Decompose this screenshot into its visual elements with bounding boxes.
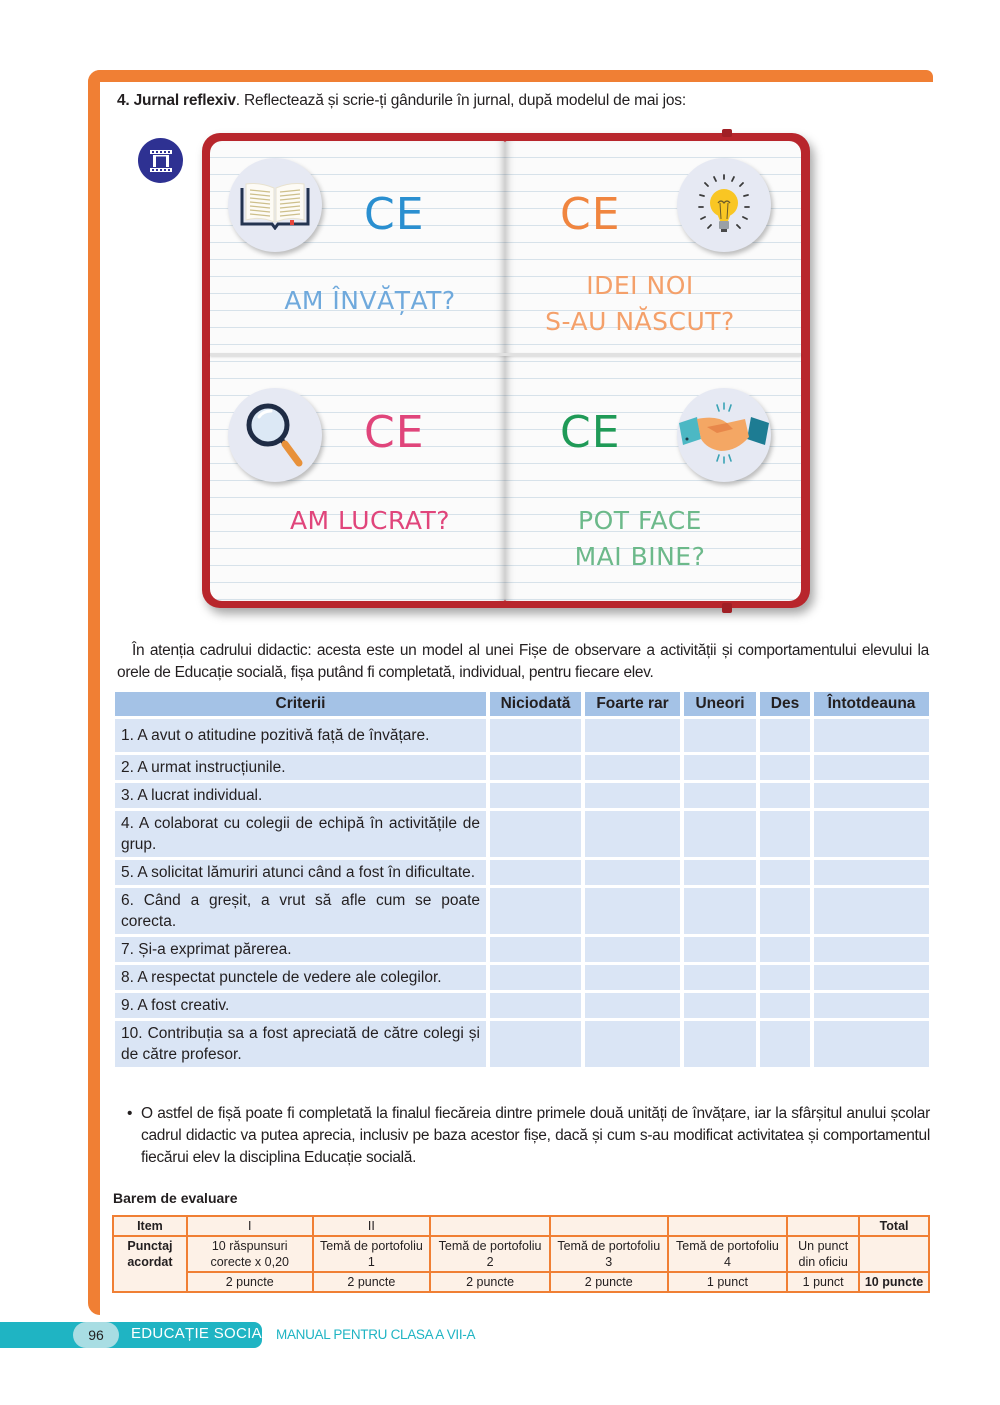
header-des: Des xyxy=(760,692,810,716)
table-row xyxy=(115,719,929,752)
cell-line2: 1 xyxy=(367,1255,375,1269)
question-idei-noi-line2: S-AU NĂSCUT? xyxy=(545,307,735,336)
barem-points-row xyxy=(113,1272,929,1292)
rating-cell-uneori[interactable] xyxy=(684,965,756,990)
barem-item-row xyxy=(113,1216,929,1236)
observation-table xyxy=(111,689,933,1070)
cell-line1: 10 răspunsuri xyxy=(211,1239,288,1253)
table-row xyxy=(115,937,929,962)
rating-cell-des[interactable] xyxy=(760,719,810,752)
criterion-cell: 6. Când a greșit, a vrut să afle cum se poate corecta. xyxy=(115,888,486,934)
rating-cell-uneori[interactable] xyxy=(684,993,756,1018)
rating-cell-foarte-rar[interactable] xyxy=(585,1021,680,1067)
cell-line1: Temă de portofoliu xyxy=(676,1239,779,1253)
rating-cell-uneori[interactable] xyxy=(684,811,756,857)
rating-cell-foarte-rar[interactable] xyxy=(585,993,680,1018)
barem-points-cell: 2 puncte xyxy=(430,1272,550,1292)
table-row xyxy=(115,755,929,780)
rating-cell-niciodata[interactable] xyxy=(490,1021,581,1067)
light-bulb-icon xyxy=(677,158,771,252)
exercise-title xyxy=(117,92,686,110)
table-row xyxy=(115,783,929,808)
rating-cell-des[interactable] xyxy=(760,783,810,808)
notebook-divider xyxy=(210,353,801,356)
barem-punctaj-cell xyxy=(787,1236,859,1272)
criterion-cell: 1. A avut o atitudine pozitivă față de învățare. xyxy=(115,719,486,752)
rating-cell-intotdeauna[interactable] xyxy=(814,993,929,1018)
barem-item-label: Item xyxy=(113,1216,187,1236)
barem-title: Barem de evaluare xyxy=(113,1190,238,1206)
rating-cell-des[interactable] xyxy=(760,993,810,1018)
handshake-icon xyxy=(677,388,771,482)
barem-points-cell: 2 puncte xyxy=(313,1272,431,1292)
barem-points-cell: 2 puncte xyxy=(550,1272,668,1292)
rating-cell-foarte-rar[interactable] xyxy=(585,937,680,962)
rating-cell-niciodata[interactable] xyxy=(490,937,581,962)
barem-punctaj-label xyxy=(113,1236,187,1292)
question-pot-face-line1: POT FACE xyxy=(578,506,702,535)
barem-punctaj-cell xyxy=(313,1236,431,1272)
rating-cell-foarte-rar[interactable] xyxy=(585,860,680,885)
rating-cell-uneori[interactable] xyxy=(684,783,756,808)
barem-punctaj-cell xyxy=(430,1236,550,1272)
page-number: 96 xyxy=(73,1322,119,1348)
table-row xyxy=(115,993,929,1018)
criterion-cell: 8. A respectat punctele de vedere ale colegilor. xyxy=(115,965,486,990)
rating-cell-niciodata[interactable] xyxy=(490,783,581,808)
table-row xyxy=(115,888,929,934)
barem-points-cell: 1 punct xyxy=(668,1272,788,1292)
cell-line1: Temă de portofoliu xyxy=(319,1239,423,1253)
footer-subject: EDUCAȚIE SOCIALĂ xyxy=(131,1325,281,1342)
rating-cell-foarte-rar[interactable] xyxy=(585,811,680,857)
cell-line1: Temă de portofoliu xyxy=(438,1239,542,1253)
rating-cell-des[interactable] xyxy=(760,937,810,962)
magnifying-glass-icon xyxy=(228,388,322,482)
barem-punctaj-row xyxy=(113,1236,929,1272)
film-strip-icon xyxy=(138,138,183,183)
rating-cell-intotdeauna[interactable] xyxy=(814,783,929,808)
rating-cell-foarte-rar[interactable] xyxy=(585,888,680,934)
rating-cell-intotdeauna[interactable] xyxy=(814,888,929,934)
rating-cell-uneori[interactable] xyxy=(684,888,756,934)
criterion-cell: 5. A solicitat lămuriri atunci când a fost în dificultate. xyxy=(115,860,486,885)
header-niciodata: Niciodată xyxy=(490,692,581,716)
rating-cell-foarte-rar[interactable] xyxy=(585,965,680,990)
header-criterii: Criterii xyxy=(115,692,486,716)
ce-label-1: CE xyxy=(364,189,425,240)
barem-points-cell: 2 puncte xyxy=(187,1272,313,1292)
bookmark-ribbon-bottom xyxy=(722,603,732,613)
rating-cell-foarte-rar[interactable] xyxy=(585,719,680,752)
rating-cell-intotdeauna[interactable] xyxy=(814,811,929,857)
ce-label-3: CE xyxy=(364,407,425,458)
question-pot-face xyxy=(520,503,760,575)
rating-cell-niciodata[interactable] xyxy=(490,993,581,1018)
rating-cell-niciodata[interactable] xyxy=(490,860,581,885)
barem-total-label: Total xyxy=(859,1216,929,1236)
barem-table xyxy=(112,1215,930,1293)
cell-line2: 3 xyxy=(605,1255,613,1269)
ce-label-2: CE xyxy=(560,189,621,240)
cell-line2: 2 xyxy=(486,1255,494,1269)
criterion-cell: 3. A lucrat individual. xyxy=(115,783,486,808)
rating-cell-foarte-rar[interactable] xyxy=(585,783,680,808)
rating-cell-intotdeauna[interactable] xyxy=(814,860,929,885)
rating-cell-niciodata[interactable] xyxy=(490,755,581,780)
rating-cell-niciodata[interactable] xyxy=(490,719,581,752)
bullet-note: • O astfel de fișă poate fi completată la finalul fiecăreia dintre primele două unități de învățare, iar la sfârșitul anului școlar cadrul didactic va putea aprecia, inclusiv pe baza acestor fișe, dacă și cum s-au modificat activitatea și comportamentul fiecărui elev la disciplina Educație socială. xyxy=(125,1103,930,1169)
rating-cell-des[interactable] xyxy=(760,811,810,857)
ce-label-4: CE xyxy=(560,407,621,458)
question-idei-noi-line1: IDEI NOI xyxy=(586,271,694,300)
table-row xyxy=(115,1021,929,1067)
barem-item-cell: I xyxy=(187,1216,313,1236)
cell-line2: din oficiu xyxy=(798,1255,848,1269)
rating-cell-intotdeauna[interactable] xyxy=(814,719,929,752)
bookmark-ribbon-top xyxy=(722,129,732,137)
rating-cell-uneori[interactable] xyxy=(684,1021,756,1067)
rating-cell-uneori[interactable] xyxy=(684,755,756,780)
rating-cell-des[interactable] xyxy=(760,888,810,934)
barem-punctaj-cell xyxy=(187,1236,313,1272)
header-uneori: Uneori xyxy=(684,692,756,716)
barem-punctaj-label-line1: Punctaj xyxy=(127,1239,173,1253)
barem-item-cell xyxy=(550,1216,668,1236)
barem-punctaj-cell xyxy=(859,1236,929,1272)
rating-cell-uneori[interactable] xyxy=(684,719,756,752)
barem-item-cell: II xyxy=(313,1216,431,1236)
barem-item-cell xyxy=(787,1216,859,1236)
rating-cell-des[interactable] xyxy=(760,1021,810,1067)
orange-frame-left xyxy=(88,70,100,1315)
question-am-lucrat: AM LUCRAT? xyxy=(289,506,451,535)
rating-cell-des[interactable] xyxy=(760,755,810,780)
rating-cell-niciodata[interactable] xyxy=(490,965,581,990)
header-foarte-rar: Foarte rar xyxy=(585,692,680,716)
question-am-invatat: AM ÎNVĂȚAT? xyxy=(284,286,456,315)
table-row xyxy=(115,860,929,885)
cell-line2: corecte x 0,20 xyxy=(210,1255,289,1269)
barem-punctaj-cell xyxy=(550,1236,668,1272)
rating-cell-intotdeauna[interactable] xyxy=(814,937,929,962)
table-row xyxy=(115,811,929,857)
barem-punctaj-label-line2: acordat xyxy=(127,1255,173,1269)
rating-cell-uneori[interactable] xyxy=(684,860,756,885)
rating-cell-uneori[interactable] xyxy=(684,937,756,962)
rating-cell-intotdeauna[interactable] xyxy=(814,965,929,990)
barem-item-cell xyxy=(668,1216,788,1236)
criterion-cell: 4. A colaborat cu colegii de echipă în activitățile de grup. xyxy=(115,811,486,857)
rating-cell-foarte-rar[interactable] xyxy=(585,755,680,780)
criterion-cell: 9. A fost creativ. xyxy=(115,993,486,1018)
exercise-number-title: 4. Jurnal reflexiv xyxy=(117,92,236,109)
journal-notebook xyxy=(202,133,810,608)
cell-line1: Un punct xyxy=(798,1239,849,1253)
teacher-note: În atenția cadrului didactic: acesta este un model al unei Fișe de observare a activității și comportamentului elevului la orele de Educație socială, fișa putând fi completată, individual, pentru fiecare elev. xyxy=(117,642,929,681)
criterion-cell: 7. Și-a exprimat părerea. xyxy=(115,937,486,962)
question-idei-noi xyxy=(520,268,760,340)
criterion-cell: 10. Contribuția sa a fost apreciată de către colegi și de către profesor. xyxy=(115,1021,486,1067)
header-intotdeauna: Întotdeauna xyxy=(814,692,929,716)
cell-line2: 4 xyxy=(723,1255,731,1269)
rating-cell-des[interactable] xyxy=(760,860,810,885)
observation-header-row xyxy=(115,692,929,716)
question-pot-face-line2: MAI BINE? xyxy=(574,542,706,571)
barem-points-cell: 1 punct xyxy=(787,1272,859,1292)
barem-item-cell xyxy=(430,1216,550,1236)
barem-punctaj-cell xyxy=(668,1236,788,1272)
rating-cell-intotdeauna[interactable] xyxy=(814,1021,929,1067)
rating-cell-intotdeauna[interactable] xyxy=(814,755,929,780)
exercise-instruction: . Reflectează și scrie-ți gândurile în jurnal, după modelul de mai jos: xyxy=(235,92,686,109)
table-row xyxy=(115,965,929,990)
barem-total-points: 10 puncte xyxy=(859,1272,929,1292)
rating-cell-niciodata[interactable] xyxy=(490,888,581,934)
orange-frame-top xyxy=(88,70,933,82)
cell-line1: Temă de portofoliu xyxy=(557,1239,661,1253)
rating-cell-des[interactable] xyxy=(760,965,810,990)
criterion-cell: 2. A urmat instrucțiunile. xyxy=(115,755,486,780)
rating-cell-niciodata[interactable] xyxy=(490,811,581,857)
footer-manual: MANUAL PENTRU CLASA A VII-A xyxy=(276,1327,476,1342)
open-book-icon xyxy=(228,158,322,252)
